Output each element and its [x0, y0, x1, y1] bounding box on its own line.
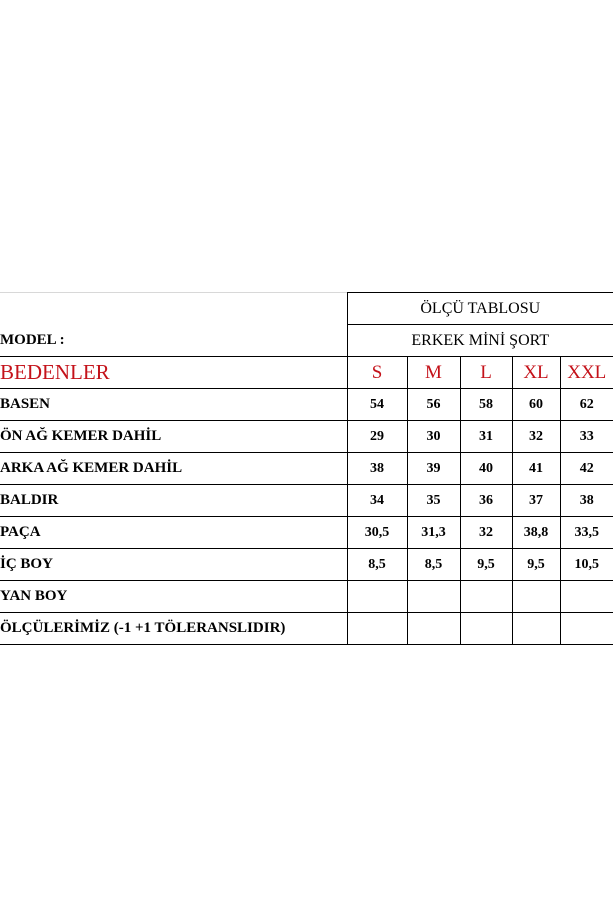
- value-cell: 42: [560, 453, 613, 485]
- value-cell: 30,5: [347, 517, 407, 549]
- value-cell: [460, 581, 512, 613]
- value-cell: 33: [560, 421, 613, 453]
- value-cell: [407, 613, 460, 645]
- value-cell: 38: [560, 485, 613, 517]
- table-row: [0, 581, 613, 613]
- value-cell: 32: [460, 517, 512, 549]
- table-row: [0, 613, 613, 645]
- row-label: ÖN AĞ KEMER DAHİL: [0, 421, 347, 453]
- value-cell: 56: [407, 389, 460, 421]
- value-cell: [347, 613, 407, 645]
- value-cell: 36: [460, 485, 512, 517]
- size-header-l: L: [460, 357, 512, 389]
- size-header-xxl: XXL: [560, 357, 613, 389]
- value-cell: 29: [347, 421, 407, 453]
- sizes-row-label: BEDENLER: [0, 357, 347, 389]
- row-label: PAÇA: [0, 517, 347, 549]
- row-label: İÇ BOY: [0, 549, 347, 581]
- value-cell: [560, 581, 613, 613]
- size-table: [0, 292, 613, 645]
- model-value: ERKEK MİNİ ŞORT: [347, 325, 613, 357]
- value-cell: [407, 581, 460, 613]
- value-cell: 8,5: [347, 549, 407, 581]
- table-row: [0, 453, 613, 485]
- title-row-label: [0, 293, 347, 325]
- value-cell: [347, 581, 407, 613]
- value-cell: 62: [560, 389, 613, 421]
- value-cell: [512, 581, 560, 613]
- size-chart-sheet: [0, 292, 613, 636]
- model-row: [0, 325, 613, 357]
- value-cell: [460, 613, 512, 645]
- table-row: [0, 549, 613, 581]
- sizes-row: [0, 357, 613, 389]
- value-cell: 40: [460, 453, 512, 485]
- table-row: [0, 389, 613, 421]
- model-label: MODEL :: [0, 325, 347, 357]
- value-cell: 37: [512, 485, 560, 517]
- row-label: BASEN: [0, 389, 347, 421]
- value-cell: 58: [460, 389, 512, 421]
- value-cell: 9,5: [460, 549, 512, 581]
- value-cell: 38,8: [512, 517, 560, 549]
- value-cell: 34: [347, 485, 407, 517]
- table-title: ÖLÇÜ TABLOSU: [347, 293, 613, 325]
- table-row: [0, 485, 613, 517]
- value-cell: 8,5: [407, 549, 460, 581]
- value-cell: 9,5: [512, 549, 560, 581]
- value-cell: 41: [512, 453, 560, 485]
- row-label: YAN BOY: [0, 581, 347, 613]
- title-row: [0, 293, 613, 325]
- value-cell: 31,3: [407, 517, 460, 549]
- value-cell: 38: [347, 453, 407, 485]
- value-cell: 60: [512, 389, 560, 421]
- row-label: ARKA AĞ KEMER DAHİL: [0, 453, 347, 485]
- table-row: [0, 421, 613, 453]
- value-cell: 39: [407, 453, 460, 485]
- value-cell: 35: [407, 485, 460, 517]
- value-cell: 10,5: [560, 549, 613, 581]
- value-cell: 33,5: [560, 517, 613, 549]
- value-cell: [512, 613, 560, 645]
- value-cell: [560, 613, 613, 645]
- value-cell: 54: [347, 389, 407, 421]
- size-header-m: M: [407, 357, 460, 389]
- row-label: ÖLÇÜLERİMİZ (-1 +1 TÖLERANSLIDIR): [0, 613, 347, 645]
- value-cell: 32: [512, 421, 560, 453]
- value-cell: 30: [407, 421, 460, 453]
- size-header-s: S: [347, 357, 407, 389]
- size-header-xl: XL: [512, 357, 560, 389]
- value-cell: 31: [460, 421, 512, 453]
- row-label: BALDIR: [0, 485, 347, 517]
- table-row: [0, 517, 613, 549]
